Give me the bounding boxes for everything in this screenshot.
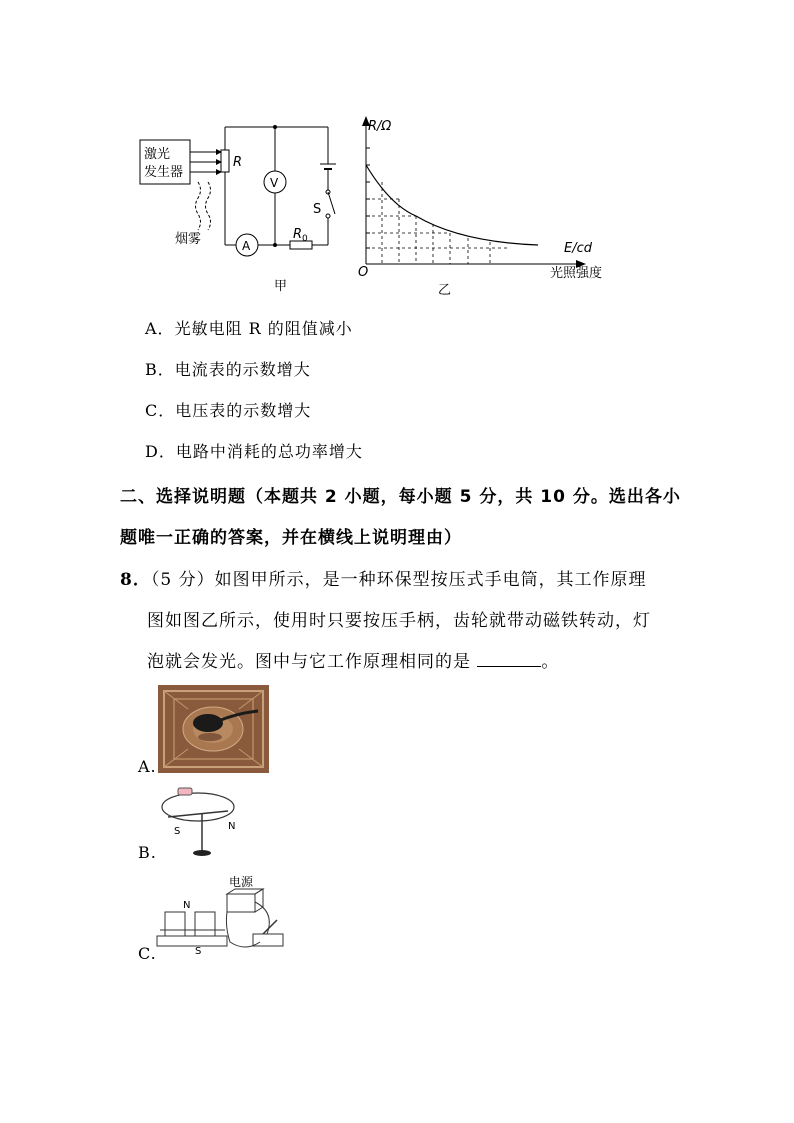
x-axis-name: 光照强度 xyxy=(550,266,603,281)
oersted-experiment-image xyxy=(158,783,238,861)
caption-yi: 乙 xyxy=(438,283,452,298)
r0-sub: 0 xyxy=(302,234,308,244)
needle-n: N xyxy=(228,821,236,832)
question-8-line1: 8．（5 分）如图甲所示，是一种环保型按压式手电筒，其工作原理 xyxy=(120,570,647,590)
ammeter-label: A xyxy=(242,239,251,253)
circuit-diagram-jia xyxy=(130,110,370,295)
y-axis-label: R/Ω xyxy=(368,119,392,134)
laser-label-2: 发生器 xyxy=(144,165,184,180)
switch-label: S xyxy=(313,202,322,217)
voltmeter-label: V xyxy=(270,176,279,190)
caption-jia: 甲 xyxy=(274,279,288,294)
option-b: B．电流表的示数增大 xyxy=(145,360,311,379)
graph-yi xyxy=(350,110,620,300)
motor-experiment-image xyxy=(155,872,290,964)
choice-c-label: C. xyxy=(138,944,157,963)
photoresistor-r xyxy=(221,150,229,172)
r0-label: R xyxy=(293,227,303,242)
resistor-r0 xyxy=(290,241,312,249)
power-label: 电源 xyxy=(229,875,254,889)
r-label: R xyxy=(233,155,243,170)
answer-blank xyxy=(477,652,541,667)
option-d: D．电路中消耗的总功率增大 xyxy=(145,442,363,461)
x-axis-unit: E/cd xyxy=(564,241,592,256)
needle-s: S xyxy=(174,826,181,837)
magnet-s: S xyxy=(195,946,202,957)
choice-a-label: A. xyxy=(138,757,157,776)
option-c: C．电压表的示数增大 xyxy=(145,401,312,420)
section-heading-line1: 二、选择说明题（本题共 2 小题，每小题 5 分，共 10 分。选出各小 xyxy=(120,487,681,507)
magnet-n: N xyxy=(183,900,191,911)
laser-label-1: 激光 xyxy=(144,147,171,162)
option-a: A．光敏电阻 R 的阻值减小 xyxy=(145,319,353,338)
section-heading-line2: 题唯一正确的答案，并在横线上说明理由） xyxy=(120,528,462,548)
smoke-label: 烟雾 xyxy=(175,232,202,247)
question-8-line3: 泡就会发光。图中与它工作原理相同的是 。 xyxy=(147,652,560,672)
origin-label: O xyxy=(358,265,369,280)
choice-b-label: B. xyxy=(138,843,157,862)
sinan-compass-image xyxy=(158,685,269,773)
question-8-line2: 图如图乙所示，使用时只要按压手柄，齿轮就带动磁铁转动，灯 xyxy=(147,611,651,631)
